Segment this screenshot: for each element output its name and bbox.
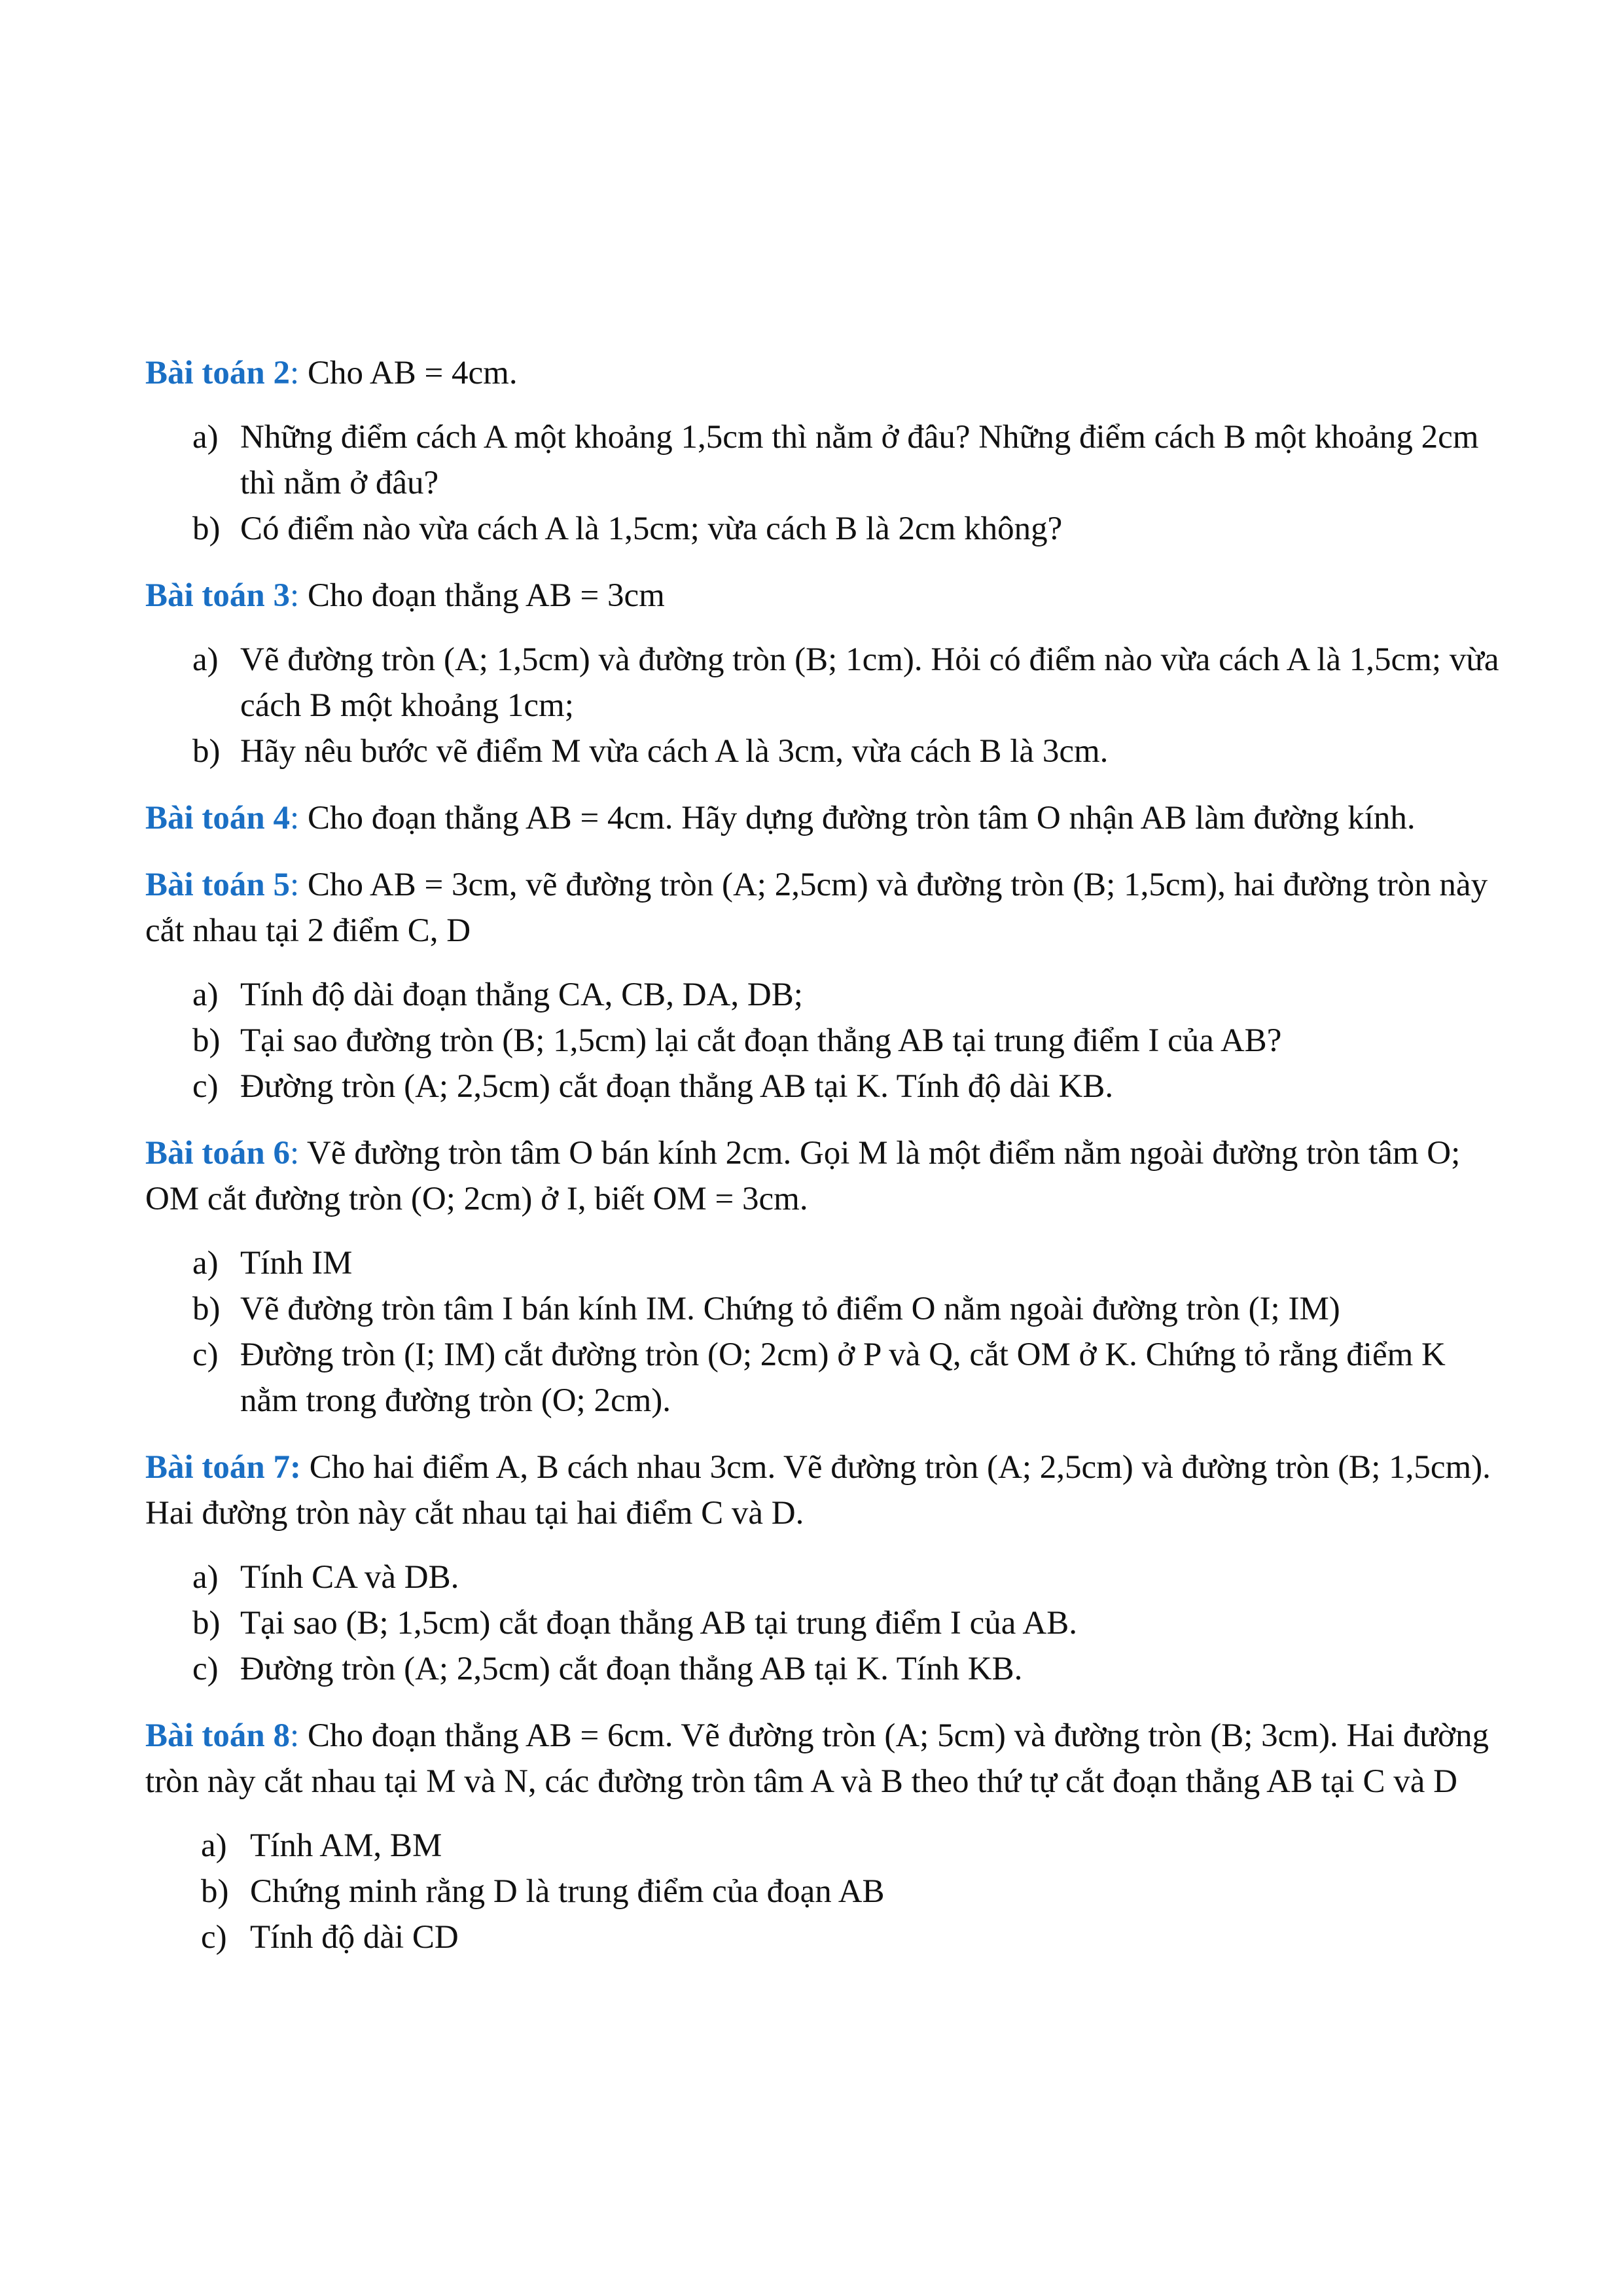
problem-statement: Bài toán 5: Cho AB = 3cm, vẽ đường tròn (A; 2,5cm) và đường tròn (B; 1,5cm), hai đường tròn này cắt nhau tại 2 điểm C, D — [145, 867, 1488, 949]
problem-label: Bài toán 5 — [145, 867, 291, 903]
problem-label: Bài toán 2 — [145, 355, 291, 391]
problem-label: Bài toán 7: — [145, 1449, 302, 1486]
problem-statement: Bài toán 2: Cho AB = 4cm. — [145, 355, 518, 391]
problem-5 — [145, 862, 1500, 1109]
problem-statement: Bài toán 8: Cho đoạn thẳng AB = 6cm. Vẽ đường tròn (A; 5cm) và đường tròn (B; 3cm). Hai đường tròn này cắt nhau tại M và N, các đường tròn tâm A và B theo thứ tự cắt đoạn thẳng AB tại C và D — [145, 1717, 1489, 1800]
list-item: b) Tại sao đường tròn (B; 1,5cm) lại cắt đoạn thẳng AB tại trung điểm I của AB? — [192, 1022, 1282, 1059]
list-item: c) Đường tròn (A; 2,5cm) cắt đoạn thẳng AB tại K. Tính KB. — [192, 1651, 1023, 1687]
problem-statement: Bài toán 4: Cho đoạn thẳng AB = 4cm. Hãy dựng đường tròn tâm O nhận AB làm đường kính. — [145, 800, 1416, 836]
problem-text: Cho AB = 3cm, vẽ đường tròn (A; 2,5cm) và đường tròn (B; 1,5cm), hai đường tròn này cắt nhau tại 2 điểm C, D — [145, 867, 1488, 949]
problem-8 — [145, 1713, 1500, 1960]
worksheet-page — [145, 350, 1500, 1981]
list-item: a) Những điểm cách A một khoảng 1,5cm thì nằm ở đâu? Những điểm cách B một khoảng 2cm thì nằm ở đâu? — [192, 419, 1479, 501]
list-item: a) Tính độ dài đoạn thẳng CA, CB, DA, DB; — [192, 977, 803, 1013]
list-item: c) Tính độ dài CD — [201, 1919, 459, 1956]
problem-label: Bài toán 6 — [145, 1135, 291, 1172]
problem-label: Bài toán 8 — [145, 1717, 291, 1754]
list-item: a) Tính AM, BM — [201, 1827, 442, 1864]
subquestion-list — [145, 1823, 1500, 1960]
problem-statement: Bài toán 6: Vẽ đường tròn tâm O bán kính 2cm. Gọi M là một điểm nằm ngoài đường tròn tâm O; OM cắt đường tròn (O; 2cm) ở I, biết OM = 3cm. — [145, 1135, 1461, 1217]
list-item: b) Tại sao (B; 1,5cm) cắt đoạn thẳng AB tại trung điểm I của AB. — [192, 1605, 1077, 1641]
problem-4 — [145, 795, 1500, 841]
subquestion-list — [145, 637, 1500, 774]
problem-text: Cho hai điểm A, B cách nhau 3cm. Vẽ đường tròn (A; 2,5cm) và đường tròn (B; 1,5cm). Hai đường tròn này cắt nhau tại hai điểm C và D. — [145, 1449, 1491, 1532]
problem-2 — [145, 350, 1500, 552]
problem-text: Cho đoạn thẳng AB = 4cm. Hãy dựng đường tròn tâm O nhận AB làm đường kính. — [299, 800, 1416, 836]
subquestion-list — [145, 1240, 1500, 1424]
problem-label: Bài toán 3 — [145, 577, 291, 614]
problem-text: Cho đoạn thẳng AB = 3cm — [299, 577, 665, 614]
list-item: a) Vẽ đường tròn (A; 1,5cm) và đường tròn (B; 1cm). Hỏi có điểm nào vừa cách A là 1,5cm; vừa cách B một khoảng 1cm; — [192, 641, 1499, 724]
problem-6 — [145, 1130, 1500, 1424]
problem-label: Bài toán 4 — [145, 800, 291, 836]
list-item: b) Vẽ đường tròn tâm I bán kính IM. Chứng tỏ điểm O nằm ngoài đường tròn (I; IM) — [192, 1291, 1340, 1327]
subquestion-list — [145, 972, 1500, 1109]
problem-3 — [145, 573, 1500, 774]
problem-7 — [145, 1444, 1500, 1692]
problem-text: Cho đoạn thẳng AB = 6cm. Vẽ đường tròn (A; 5cm) và đường tròn (B; 3cm). Hai đường tròn này cắt nhau tại M và N, các đường tròn tâm A và B theo thứ tự cắt đoạn thẳng AB tại C và D — [145, 1717, 1489, 1800]
list-item: a) Tính IM — [192, 1245, 353, 1282]
list-item: a) Tính CA và DB. — [192, 1559, 459, 1596]
problem-text: Vẽ đường tròn tâm O bán kính 2cm. Gọi M là một điểm nằm ngoài đường tròn tâm O; OM cắt đường tròn (O; 2cm) ở I, biết OM = 3cm. — [145, 1135, 1461, 1217]
problem-text: Cho AB = 4cm. — [299, 355, 518, 391]
list-item: b) Có điểm nào vừa cách A là 1,5cm; vừa cách B là 2cm không? — [192, 511, 1063, 547]
subquestion-list — [145, 414, 1500, 552]
problem-statement: Bài toán 3: Cho đoạn thẳng AB = 3cm — [145, 577, 665, 614]
list-item: b) Hãy nêu bước vẽ điểm M vừa cách A là 3cm, vừa cách B là 3cm. — [192, 733, 1109, 770]
list-item: c) Đường tròn (A; 2,5cm) cắt đoạn thẳng AB tại K. Tính độ dài KB. — [192, 1068, 1114, 1105]
list-item: b) Chứng minh rằng D là trung điểm của đoạn AB — [201, 1873, 885, 1910]
problem-statement — [145, 1444, 1500, 1536]
subquestion-list — [145, 1554, 1500, 1692]
list-item: c) Đường tròn (I; IM) cắt đường tròn (O; 2cm) ở P và Q, cắt OM ở K. Chứng tỏ rằng điểm K nằm trong đường tròn (O; 2cm). — [192, 1336, 1446, 1419]
